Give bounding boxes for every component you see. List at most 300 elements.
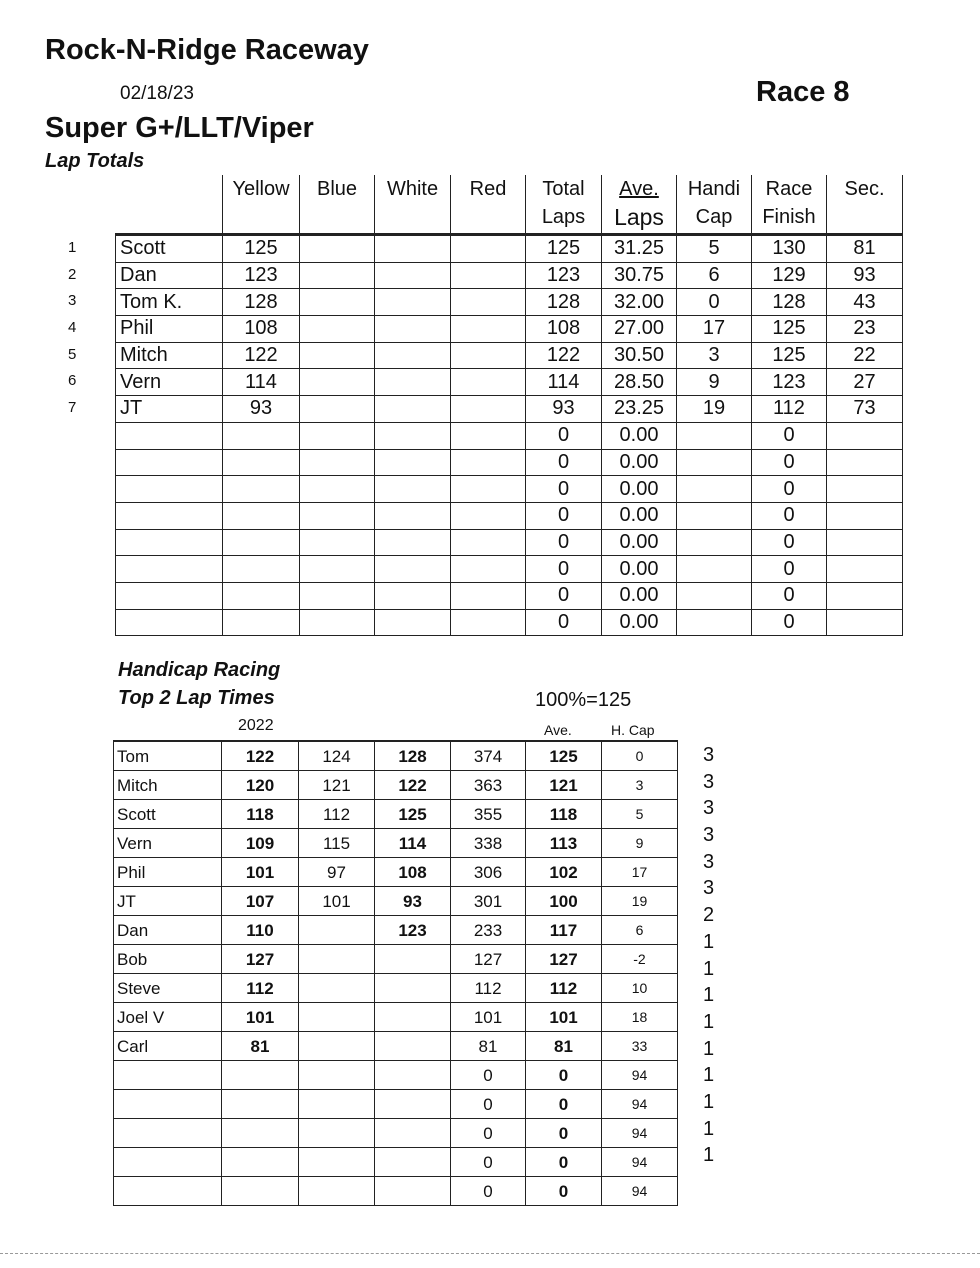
header-handi-cap: Handi Cap [677, 175, 752, 235]
table-cell: 125 [752, 342, 827, 369]
table-cell [451, 369, 526, 396]
table-cell: 0 [752, 529, 827, 556]
driver-name-cell [114, 1148, 222, 1177]
table-cell: 97 [299, 858, 375, 887]
table-cell: 121 [526, 771, 602, 800]
table-cell: 0 [677, 289, 752, 316]
table-cell: 0 [526, 1177, 602, 1206]
table-cell: 127 [526, 945, 602, 974]
driver-name-cell [116, 609, 223, 636]
table-cell: 108 [526, 316, 602, 343]
table-cell: 301 [451, 887, 526, 916]
lap-totals-header-row [116, 175, 903, 235]
table-cell: 109 [222, 829, 299, 858]
table-cell [222, 1177, 299, 1206]
table-cell [375, 1148, 451, 1177]
table-cell: 108 [223, 316, 300, 343]
table-cell [375, 422, 451, 449]
table-cell: 125 [223, 235, 300, 263]
table-row [116, 262, 903, 289]
race-count: 1 [703, 1064, 715, 1087]
table-cell: 117 [526, 916, 602, 945]
table-cell [300, 235, 375, 263]
table-cell [375, 342, 451, 369]
table-cell: 0 [526, 1148, 602, 1177]
handicap-title: Handicap Racing [118, 659, 281, 681]
table-cell: -2 [602, 945, 678, 974]
row-number: 6 [68, 372, 77, 390]
table-cell: 9 [602, 829, 678, 858]
table-cell [375, 529, 451, 556]
table-cell: 127 [222, 945, 299, 974]
table-cell [375, 1090, 451, 1119]
table-cell: 113 [526, 829, 602, 858]
table-cell: 130 [752, 235, 827, 263]
driver-name-cell: Phil [116, 316, 223, 343]
table-cell [827, 422, 903, 449]
table-cell: 0 [602, 741, 678, 771]
table-cell [300, 449, 375, 476]
header-red: Red [451, 175, 526, 235]
table-cell [451, 449, 526, 476]
table-cell: 0 [451, 1148, 526, 1177]
table-cell: 18 [602, 1003, 678, 1032]
driver-name-cell [116, 582, 223, 609]
table-cell: 0 [526, 609, 602, 636]
race-count: 1 [703, 930, 715, 953]
table-cell: 0 [752, 422, 827, 449]
header-sec: Sec. [827, 175, 903, 235]
table-cell: 94 [602, 1090, 678, 1119]
table-cell [223, 529, 300, 556]
driver-name-cell [116, 502, 223, 529]
driver-name-cell [116, 476, 223, 503]
table-cell: 125 [752, 316, 827, 343]
table-cell: 112 [752, 396, 827, 423]
table-cell: 0 [752, 609, 827, 636]
driver-name-cell: Vern [114, 829, 222, 858]
table-cell: 114 [375, 829, 451, 858]
table-cell: 33 [602, 1032, 678, 1061]
table-cell [375, 582, 451, 609]
race-count: 1 [703, 1037, 715, 1060]
table-cell: 93 [526, 396, 602, 423]
table-cell [375, 1061, 451, 1090]
table-row [116, 582, 903, 609]
table-cell: 81 [222, 1032, 299, 1061]
class-name: Super G+/LLT/Viper [45, 112, 314, 144]
driver-name-cell: Dan [114, 916, 222, 945]
table-cell [375, 945, 451, 974]
table-row [114, 771, 678, 800]
table-cell [375, 235, 451, 263]
table-cell [299, 1032, 375, 1061]
table-cell: 127 [451, 945, 526, 974]
table-cell: 93 [827, 262, 903, 289]
table-row [116, 609, 903, 636]
table-cell: 93 [223, 396, 300, 423]
table-row [114, 1032, 678, 1061]
table-cell [375, 1003, 451, 1032]
table-cell: 28.50 [602, 369, 677, 396]
table-cell [300, 316, 375, 343]
table-cell [375, 262, 451, 289]
table-cell [677, 609, 752, 636]
table-row [116, 342, 903, 369]
table-cell [375, 1177, 451, 1206]
table-cell: 115 [299, 829, 375, 858]
table-cell [451, 396, 526, 423]
table-row [116, 476, 903, 503]
table-row [114, 974, 678, 1003]
table-cell: 123 [752, 369, 827, 396]
table-cell [223, 556, 300, 583]
table-cell: 100 [526, 887, 602, 916]
table-cell: 0.00 [602, 609, 677, 636]
driver-name-cell: Scott [116, 235, 223, 263]
driver-name-cell: Tom K. [116, 289, 223, 316]
table-cell: 120 [222, 771, 299, 800]
table-cell [222, 1090, 299, 1119]
table-cell: 17 [602, 858, 678, 887]
table-row [116, 289, 903, 316]
race-count: 1 [703, 984, 715, 1007]
driver-name-cell: Bob [114, 945, 222, 974]
table-row [116, 316, 903, 343]
table-cell: 0 [526, 1090, 602, 1119]
table-row [116, 449, 903, 476]
table-cell: 0 [752, 582, 827, 609]
table-cell: 6 [602, 916, 678, 945]
table-cell [827, 502, 903, 529]
table-row [114, 916, 678, 945]
table-row [114, 1177, 678, 1206]
table-cell: 43 [827, 289, 903, 316]
driver-name-cell: Dan [116, 262, 223, 289]
driver-name-cell: Steve [114, 974, 222, 1003]
table-cell [223, 582, 300, 609]
race-number: Race 8 [756, 76, 850, 108]
table-row [116, 556, 903, 583]
table-cell: 0 [526, 529, 602, 556]
table-cell: 0 [451, 1177, 526, 1206]
table-cell [451, 235, 526, 263]
table-cell [677, 582, 752, 609]
scan-edge-line [0, 1253, 980, 1255]
table-cell: 101 [222, 858, 299, 887]
table-cell: 122 [375, 771, 451, 800]
table-cell: 0 [526, 1061, 602, 1090]
header-race-finish: Race Finish [752, 175, 827, 235]
table-cell: 94 [602, 1061, 678, 1090]
table-cell [451, 502, 526, 529]
table-row [114, 1090, 678, 1119]
table-cell [299, 1148, 375, 1177]
race-count: 3 [703, 824, 715, 847]
table-cell: 5 [677, 235, 752, 263]
table-cell [222, 1148, 299, 1177]
table-cell [223, 476, 300, 503]
table-cell: 0 [526, 582, 602, 609]
table-cell: 27.00 [602, 316, 677, 343]
table-cell [375, 609, 451, 636]
header-total-laps: Total Laps [526, 175, 602, 235]
table-row [116, 369, 903, 396]
table-cell: 112 [451, 974, 526, 1003]
handicap-ave-header: Ave. [544, 722, 572, 738]
section-title-lap-totals: Lap Totals [45, 150, 145, 172]
handicap-table [113, 740, 678, 1206]
driver-name-cell: JT [114, 887, 222, 916]
table-cell [300, 609, 375, 636]
table-cell [827, 556, 903, 583]
table-row [114, 1119, 678, 1148]
driver-name-cell: Scott [114, 800, 222, 829]
race-count: 3 [703, 797, 715, 820]
table-cell: 0 [526, 422, 602, 449]
table-cell [300, 529, 375, 556]
table-cell [451, 582, 526, 609]
table-cell [375, 476, 451, 503]
table-row [114, 945, 678, 974]
table-cell [375, 1119, 451, 1148]
table-cell: 9 [677, 369, 752, 396]
table-cell: 101 [451, 1003, 526, 1032]
table-cell: 121 [299, 771, 375, 800]
table-cell [223, 502, 300, 529]
table-cell: 17 [677, 316, 752, 343]
table-cell [451, 262, 526, 289]
table-cell: 101 [526, 1003, 602, 1032]
table-cell [375, 369, 451, 396]
driver-name-cell: Vern [116, 369, 223, 396]
table-cell [300, 582, 375, 609]
table-row [116, 502, 903, 529]
table-cell: 19 [677, 396, 752, 423]
race-count: 1 [703, 1144, 715, 1167]
table-cell [300, 342, 375, 369]
table-cell: 19 [602, 887, 678, 916]
table-cell: 118 [222, 800, 299, 829]
table-cell [827, 449, 903, 476]
table-cell [451, 529, 526, 556]
table-cell: 355 [451, 800, 526, 829]
table-cell: 30.50 [602, 342, 677, 369]
table-cell [375, 316, 451, 343]
table-cell: 0.00 [602, 556, 677, 583]
row-number: 5 [68, 345, 77, 363]
race-counts [703, 742, 714, 1169]
table-cell: 102 [526, 858, 602, 887]
table-cell [677, 529, 752, 556]
driver-name-cell [116, 422, 223, 449]
race-count: 3 [703, 850, 715, 873]
row-numbers [68, 235, 76, 422]
driver-name-cell [116, 449, 223, 476]
driver-name-cell [116, 556, 223, 583]
table-cell: 22 [827, 342, 903, 369]
driver-name-cell [114, 1061, 222, 1090]
table-cell: 374 [451, 741, 526, 771]
table-cell: 125 [375, 800, 451, 829]
table-cell: 129 [752, 262, 827, 289]
table-cell: 128 [375, 741, 451, 771]
table-cell: 306 [451, 858, 526, 887]
table-cell [300, 556, 375, 583]
table-cell: 123 [375, 916, 451, 945]
table-cell: 0.00 [602, 529, 677, 556]
table-row [114, 1061, 678, 1090]
table-cell: 0 [752, 502, 827, 529]
table-cell [300, 476, 375, 503]
table-cell [299, 916, 375, 945]
table-cell [827, 529, 903, 556]
driver-name-cell [114, 1177, 222, 1206]
table-cell: 0.00 [602, 502, 677, 529]
race-date: 02/18/23 [120, 83, 194, 104]
table-cell: 0.00 [602, 476, 677, 503]
table-cell: 114 [223, 369, 300, 396]
race-count: 1 [703, 1010, 715, 1033]
header-blue: Blue [300, 175, 375, 235]
table-cell: 0 [752, 449, 827, 476]
handicap-baseline: 100%=125 [535, 689, 632, 711]
table-cell [300, 502, 375, 529]
table-cell: 114 [526, 369, 602, 396]
table-cell [451, 316, 526, 343]
table-row [116, 422, 903, 449]
table-cell [223, 422, 300, 449]
table-cell: 0 [526, 1119, 602, 1148]
table-row [114, 829, 678, 858]
table-cell [300, 262, 375, 289]
table-cell: 128 [223, 289, 300, 316]
table-cell: 123 [223, 262, 300, 289]
table-cell: 3 [677, 342, 752, 369]
table-cell: 363 [451, 771, 526, 800]
table-row [116, 235, 903, 263]
header-ave-laps: Ave. Laps [602, 175, 677, 235]
table-cell [677, 422, 752, 449]
table-cell [222, 1061, 299, 1090]
driver-name-cell: Joel V [114, 1003, 222, 1032]
race-count: 3 [703, 744, 715, 766]
table-cell: 0.00 [602, 582, 677, 609]
table-cell [299, 1119, 375, 1148]
table-cell: 123 [526, 262, 602, 289]
table-cell [375, 289, 451, 316]
table-cell: 128 [752, 289, 827, 316]
table-cell [677, 556, 752, 583]
table-cell: 0 [451, 1119, 526, 1148]
table-cell [375, 556, 451, 583]
table-cell: 3 [602, 771, 678, 800]
table-cell: 81 [827, 235, 903, 263]
table-cell: 27 [827, 369, 903, 396]
table-cell: 6 [677, 262, 752, 289]
table-cell [827, 609, 903, 636]
table-cell: 73 [827, 396, 903, 423]
table-cell [827, 476, 903, 503]
driver-name-cell: Phil [114, 858, 222, 887]
race-count: 1 [703, 1117, 715, 1140]
table-cell: 101 [222, 1003, 299, 1032]
table-cell: 112 [222, 974, 299, 1003]
driver-name-cell: Mitch [114, 771, 222, 800]
table-cell [223, 609, 300, 636]
table-row [114, 741, 678, 771]
table-cell: 5 [602, 800, 678, 829]
table-row [114, 887, 678, 916]
table-cell: 81 [451, 1032, 526, 1061]
handicap-hcap-header: H. Cap [611, 722, 655, 738]
table-row [114, 800, 678, 829]
handicap-year: 2022 [238, 717, 274, 734]
table-cell: 0 [752, 556, 827, 583]
table-cell [300, 422, 375, 449]
table-row [116, 396, 903, 423]
table-cell [300, 369, 375, 396]
driver-name-cell: Mitch [116, 342, 223, 369]
table-cell: 94 [602, 1148, 678, 1177]
table-cell [375, 502, 451, 529]
table-cell: 125 [526, 741, 602, 771]
driver-name-cell: JT [116, 396, 223, 423]
race-count: 2 [703, 904, 715, 927]
table-cell [300, 289, 375, 316]
table-cell: 118 [526, 800, 602, 829]
table-cell [451, 289, 526, 316]
header-yellow: Yellow [223, 175, 300, 235]
table-cell: 30.75 [602, 262, 677, 289]
table-cell [451, 342, 526, 369]
table-cell: 0 [451, 1061, 526, 1090]
table-cell [299, 1177, 375, 1206]
table-cell: 31.25 [602, 235, 677, 263]
table-cell: 128 [526, 289, 602, 316]
table-cell [451, 422, 526, 449]
table-cell [300, 396, 375, 423]
table-row [114, 1148, 678, 1177]
race-count: 3 [703, 877, 715, 900]
table-cell [451, 556, 526, 583]
row-number: 3 [68, 292, 77, 310]
driver-name-cell: Carl [114, 1032, 222, 1061]
table-cell: 32.00 [602, 289, 677, 316]
row-number: 2 [68, 265, 77, 283]
table-cell [677, 476, 752, 503]
table-cell [375, 396, 451, 423]
table-cell: 101 [299, 887, 375, 916]
table-cell: 94 [602, 1177, 678, 1206]
table-cell: 0 [526, 449, 602, 476]
table-cell: 23.25 [602, 396, 677, 423]
table-cell: 0 [526, 476, 602, 503]
table-cell: 81 [526, 1032, 602, 1061]
table-row [114, 1003, 678, 1032]
table-cell [451, 609, 526, 636]
table-cell [375, 1032, 451, 1061]
row-number: 7 [68, 399, 77, 417]
table-cell [223, 449, 300, 476]
table-cell: 10 [602, 974, 678, 1003]
race-count: 1 [703, 957, 715, 980]
table-cell [299, 1090, 375, 1119]
table-cell: 0.00 [602, 422, 677, 449]
table-cell: 93 [375, 887, 451, 916]
table-cell: 107 [222, 887, 299, 916]
table-cell: 122 [526, 342, 602, 369]
